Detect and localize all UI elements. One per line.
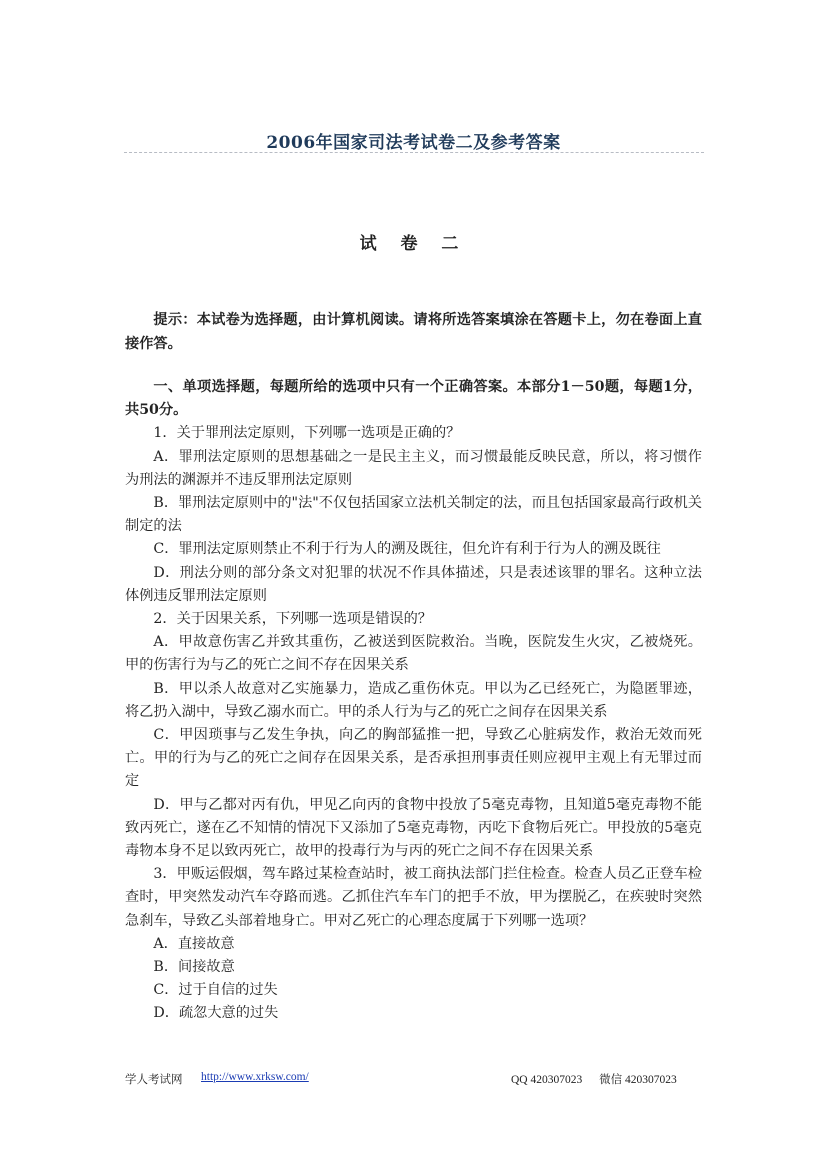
question-2-option-a: A．甲故意伤害乙并致其重伤，乙被送到医院救治。当晚，医院发生火灾，乙被烧死。甲的伤害行为与乙的死亡之间不存在因果关系 [125, 634, 702, 674]
question-1-option-b: B．罪刑法定原则中的"法"不仅包括国家立法机关制定的法，而且包括国家最高行政机关制定的法 [125, 495, 702, 535]
exam-content [125, 308, 702, 1026]
footer-contact [511, 1071, 677, 1087]
footer-wechat: 微信 420307023 [599, 1074, 677, 1086]
page-footer [125, 1071, 705, 1087]
section-heading: 试 卷 二 [359, 234, 468, 254]
question-2-stem: 2．关于因果关系，下列哪一选项是错误的？ [153, 611, 432, 628]
question-3-option-c: C．过于自信的过失 [153, 982, 278, 999]
question-1-option-d: D．刑法分则的部分条文对犯罪的状况不作具体描述，只是表述该罪的罪名。这种立法体例违反罪刑法定原则 [125, 564, 702, 604]
question-3-option-d: D．疏忽大意的过失 [153, 1005, 279, 1022]
question-3-option-a: A．直接故意 [153, 935, 235, 952]
page-title: 2006年国家司法考试卷二及参考答案 [266, 133, 561, 153]
footer-qq: QQ 420307023 [511, 1074, 583, 1086]
question-3-stem: 3．甲贩运假烟，驾车路过某检查站时，被工商执法部门拦住检查。检查人员乙正登车检查时，甲突然发动汽车夺路而逃。乙抓住汽车车门的把手不放，甲为摆脱乙，在疾驶时突然急刹车，导致乙头部着地身亡。甲对乙死亡的心理态度属于下列哪一选项？ [125, 866, 702, 929]
question-2-option-d: D．甲与乙都对丙有仇，甲见乙向丙的食物中投放了5毫克毒物，且知道5毫克毒物不能致丙死亡，遂在乙不知情的情况下又添加了5毫克毒物，丙吃下食物后死亡。甲投放的5毫克毒物本身不足以致丙死亡，故甲的投毒行为与丙的死亡之间不存在因果关系 [125, 796, 702, 860]
title-divider [124, 152, 704, 153]
question-2-option-b: B．甲以杀人故意对乙实施暴力，造成乙重伤休克。甲以为乙已经死亡，为隐匿罪迹，将乙扔入湖中，导致乙溺水而亡。甲的杀人行为与乙的死亡之间存在因果关系 [125, 680, 702, 720]
footer-site-name: 学人考试网 [125, 1074, 183, 1086]
question-1-option-c: C．罪刑法定原则禁止不利于行为人的溯及既往，但允许有利于行为人的溯及既往 [153, 541, 661, 558]
question-2-option-c: C．甲因琐事与乙发生争执，向乙的胸部猛推一把，导致乙心脏病发作，救治无效而死亡。甲的行为与乙的死亡之间存在因果关系，是否承担刑事责任则应视甲主观上有无罪过而定 [125, 727, 702, 790]
exam-notice: 提示：本试卷为选择题，由计算机阅读。请将所选答案填涂在答题卡上，勿在卷面上直接作答。 [125, 312, 702, 352]
question-1-stem: 1．关于罪刑法定原则，下列哪一选项是正确的？ [153, 425, 461, 442]
footer-site-link[interactable]: http://www.xrksw.com/ [201, 1071, 309, 1083]
question-1-option-a: A．罪刑法定原则的思想基础之一是民主主义，而习惯最能反映民意，所以，将习惯作为刑法的渊源并不违反罪刑法定原则 [125, 448, 702, 488]
part-one-heading: 一、单项选择题，每题所给的选项中只有一个正确答案。本部分1－50题，每题1分，共50分。 [125, 379, 702, 419]
question-3-option-b: B．间接故意 [153, 959, 235, 976]
